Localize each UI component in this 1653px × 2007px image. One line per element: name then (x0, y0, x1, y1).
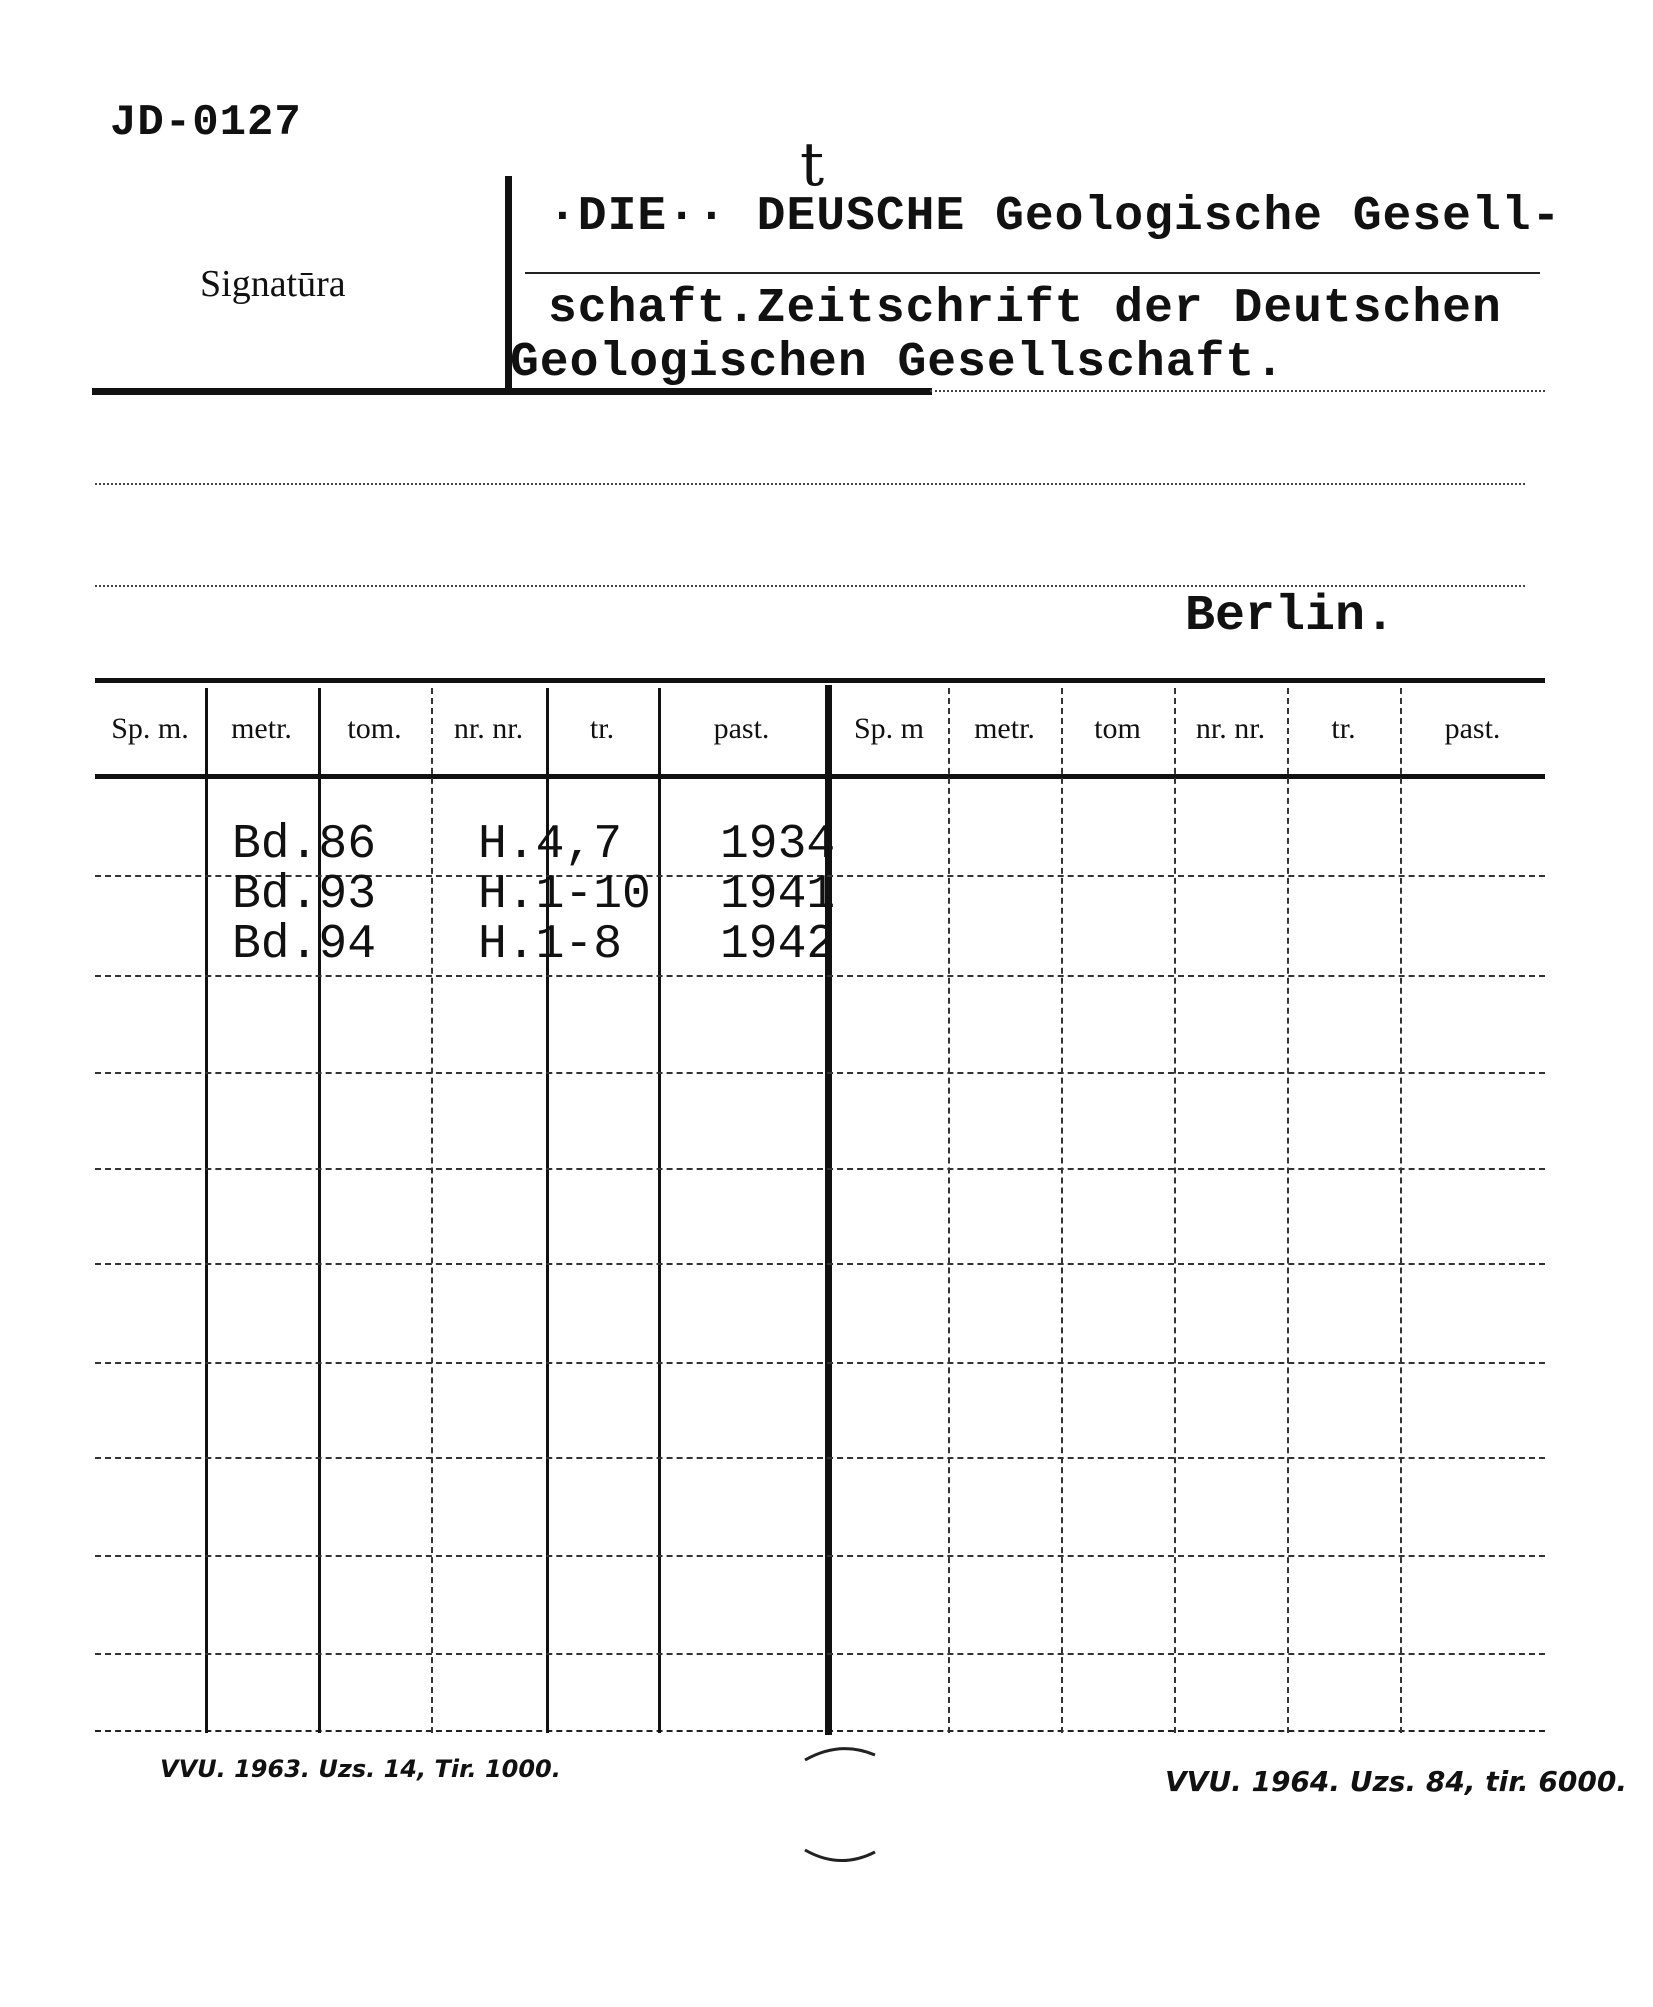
signatura-divider (505, 176, 512, 390)
title-line-2: schaft.Zeitschrift der Deutschen (548, 282, 1502, 336)
row-line (95, 1555, 1545, 1557)
publication-place: Berlin. (1185, 588, 1396, 645)
holding-issues: H.1-10 (478, 868, 651, 922)
holding-issues: H.1-8 (478, 918, 623, 972)
col-header-metr: metr. (231, 712, 292, 745)
holding-volume: Bd.86 (232, 818, 377, 872)
footer-imprint-left: VVU. 1963. Uzs. 14, Tir. 1000. (160, 1755, 561, 1783)
title-line-3: Geologischen Gesellschaft. (510, 336, 1285, 390)
holding-volume: Bd.93 (232, 868, 377, 922)
signatura-label: Signatūra (200, 263, 346, 305)
table-top-rule (95, 678, 1545, 683)
signatura-underline (92, 388, 932, 395)
col-sep-9 (1174, 688, 1176, 1733)
col-header-past: past. (713, 712, 770, 745)
col-header-tr: tr. (589, 712, 615, 745)
row-line (95, 1263, 1545, 1265)
table-bottom-rule (95, 1730, 1545, 1732)
col-header-tom-right: tom (1094, 712, 1141, 745)
col-sep-7 (948, 688, 950, 1733)
holding-year: 1941 (720, 868, 836, 922)
row-line (95, 1168, 1545, 1170)
blank-line-1 (95, 483, 1525, 485)
row-line (95, 975, 1545, 977)
col-header-nr: nr. nr. (453, 712, 524, 745)
row-line (95, 1072, 1545, 1074)
handwritten-mark: t (800, 130, 825, 200)
col-header-sp-m: Sp. m. (111, 712, 189, 745)
col-sep-5 (658, 688, 661, 1733)
col-header-tr-right: tr. (1331, 712, 1356, 745)
col-sep-1 (205, 688, 208, 1733)
table-header-rule (95, 774, 1545, 779)
col-sep-8 (1061, 688, 1063, 1733)
col-header-past-right: past. (1444, 712, 1501, 745)
holding-volume: Bd.94 (232, 918, 377, 972)
row-line (95, 1653, 1545, 1655)
blank-line-2 (95, 585, 1525, 587)
col-header-nr-right: nr. nr. (1195, 712, 1266, 745)
row-line (95, 1457, 1545, 1459)
col-sep-11 (1400, 688, 1402, 1733)
col-header-tom: tom. (347, 712, 402, 745)
footer-imprint-right: VVU. 1964. Uzs. 84, tir. 6000. (1165, 1765, 1627, 1798)
catalog-id: JD-0127 (110, 98, 302, 148)
title-underline-dotted (930, 390, 1545, 392)
row-line (95, 1362, 1545, 1364)
title-line-1: ·DIE·· DEUSCHE Geologische Gesell- (548, 190, 1562, 244)
col-sep-10 (1287, 688, 1289, 1733)
holding-year: 1942 (720, 918, 836, 972)
title-rule (525, 272, 1540, 274)
col-header-metr-right: metr. (974, 712, 1035, 745)
holding-year: 1934 (720, 818, 836, 872)
holding-issues: H.4,7 (478, 818, 623, 872)
col-sep-3 (431, 688, 433, 1733)
punch-hole-icon (780, 1740, 900, 1870)
col-header-sp-m-right: Sp. m (853, 712, 925, 745)
